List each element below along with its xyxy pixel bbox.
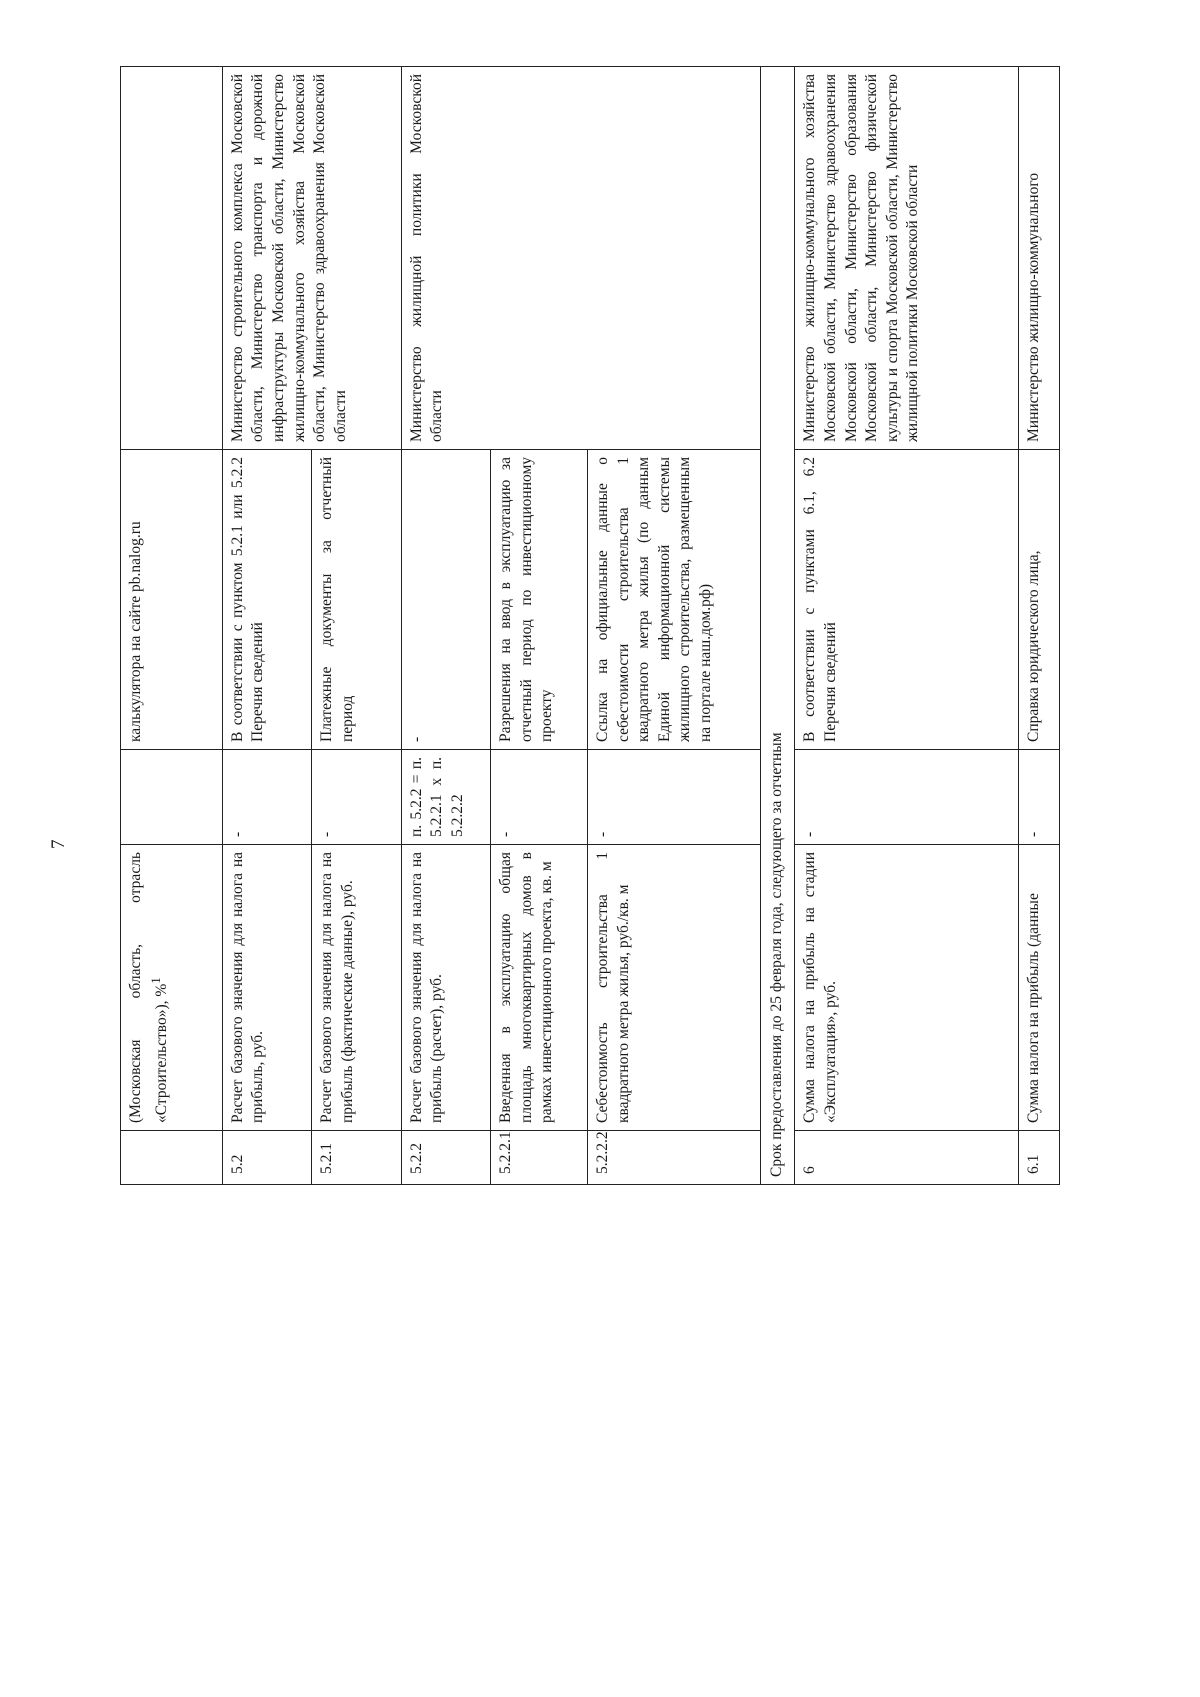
row-number: 6 <box>795 1131 1019 1185</box>
indicator-name: Расчет базового значения для налога на прибыль (расчет), руб. <box>401 845 491 1131</box>
responsible-cell: Министерство строительного комплекса Московской области, Министерство транспорта и дорожной инфраструктуры Московской области, Министерство жилищно-коммунального хозяйства Московской области, Министерство здравоохранения Московской области <box>222 67 401 450</box>
row-number: 5.2.2.2 <box>587 1131 760 1185</box>
source-cell: Ссылка на официальные данные о себестоимости строительства 1 квадратного метра жилья (по данным Единой информационной системы жилищного строительства, размещенным на портале наш.дом.рф) <box>587 450 760 750</box>
row-number: 5.2.1 <box>312 1131 402 1185</box>
formula-cell: - <box>1019 750 1060 845</box>
indicator-name: (Московская область, отрасль «Строительство»), %$^1$ <box>121 845 223 1131</box>
indicator-name: Расчет базового значения для налога на прибыль (фактические данные), руб. <box>312 845 402 1131</box>
responsible-cell: Министерство жилищно-коммунального хозяйства Московской области, Министерство здравоохранения Московской области, Министерство образования Московской области, Министерство физической культуры и спорта Московской области, Министерство жилищной политики Московской области <box>795 67 1019 450</box>
row-number: 5.2.2 <box>401 1131 491 1185</box>
table-row <box>1019 67 1060 1185</box>
indicator-name: Себестоимость строительства 1 квадратного метра жилья, руб./кв. м <box>587 845 760 1131</box>
deadline-heading: Срок предоставления до 25 февраля года, следующего за отчетным <box>760 67 795 1185</box>
indicator-name: Расчет базового значения для налога на прибыль, руб. <box>222 845 312 1131</box>
formula-cell: - <box>587 750 760 845</box>
indicator-name: Сумма налога на прибыль (данные <box>1019 845 1060 1131</box>
formula-cell: - <box>491 750 588 845</box>
source-cell: Разрешения на ввод в эксплуатацию за отчетный период по инвестиционному проекту <box>491 450 588 750</box>
data-table <box>120 66 1060 1185</box>
rotated-page <box>120 67 1060 1185</box>
page-number: 7 <box>48 839 69 849</box>
responsible-cell: Министерство жилищной политики Московской области <box>401 67 760 450</box>
table-row <box>795 67 1019 1185</box>
table-row <box>222 67 312 1185</box>
section-row <box>760 67 795 1185</box>
row-number: 5.2.2.1 <box>491 1131 588 1185</box>
table-row <box>121 67 223 1185</box>
source-cell: калькулятора на сайте pb.nalog.ru <box>121 450 223 750</box>
source-cell: Справка юридического лица, <box>1019 450 1060 750</box>
source-cell: Платежные документы за отчетный период <box>312 450 402 750</box>
formula-cell: - <box>795 750 1019 845</box>
row-number: 6.1 <box>1019 1131 1060 1185</box>
indicator-name: Сумма налога на прибыль на стадии «Эксплуатация», руб. <box>795 845 1019 1131</box>
formula-cell <box>121 750 223 845</box>
responsible-cell: Министерство жилищно-коммунального <box>1019 67 1060 450</box>
footnote-mark: 1 <box>147 977 163 984</box>
indicator-name: Введенная в эксплуатацию общая площадь многоквартирных домов в рамках инвестиционного проекта, кв. м <box>491 845 588 1131</box>
formula-cell: - <box>312 750 402 845</box>
responsible-cell <box>121 67 223 450</box>
table-row <box>401 67 491 1185</box>
row-number: 5.2 <box>222 1131 312 1185</box>
source-cell: - <box>401 450 491 750</box>
formula-cell: п. 5.2.2 = п. 5.2.2.1 х п. 5.2.2.2 <box>401 750 491 845</box>
formula-cell: - <box>222 750 312 845</box>
row-number <box>121 1131 223 1185</box>
source-cell: В соответствии с пунктами 6.1, 6.2 Перечня сведений <box>795 450 1019 750</box>
source-cell: В соответствии с пунктом 5.2.1 или 5.2.2 Перечня сведений <box>222 450 312 750</box>
